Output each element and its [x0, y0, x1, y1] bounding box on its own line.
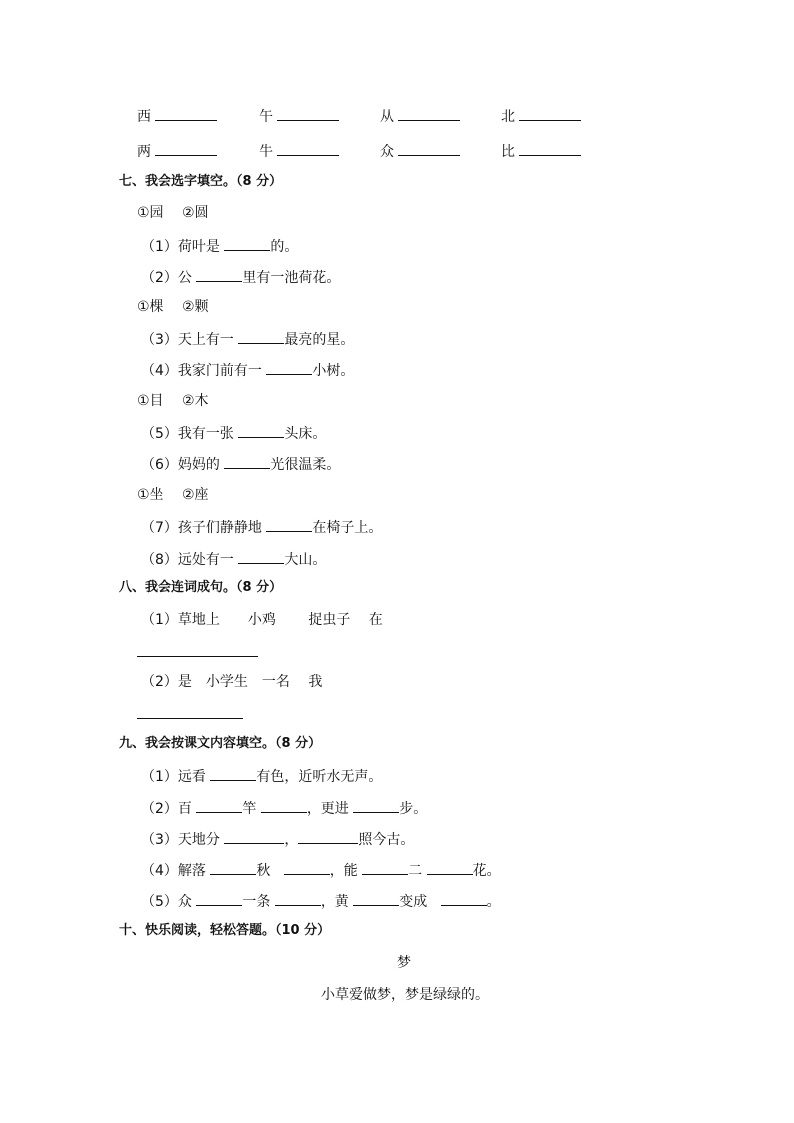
- grid-char: 比: [501, 144, 515, 160]
- grid-char: 西: [137, 109, 151, 125]
- question-item: （2）公 里有一池荷花。: [141, 267, 340, 287]
- answer-blank[interactable]: [277, 141, 339, 156]
- answer-blank[interactable]: [275, 891, 321, 906]
- answer-blank[interactable]: [519, 141, 581, 156]
- answer-line[interactable]: [137, 656, 258, 657]
- question-item: （4）我家门前有一 小树。: [141, 360, 354, 380]
- answer-blank[interactable]: [196, 798, 242, 813]
- answer-blank[interactable]: [210, 860, 256, 875]
- grid-char: 牛: [259, 144, 273, 160]
- question-item: （5）我有一张 头床。: [141, 423, 326, 443]
- answer-blank[interactable]: [238, 423, 284, 438]
- recitation-line: （5）众 一条 ，黄 变成 。: [141, 891, 501, 911]
- answer-line[interactable]: [137, 718, 243, 719]
- grid-char: 两: [137, 144, 151, 160]
- word-list-2: （2）是 小学生 一名 我: [141, 674, 323, 690]
- question-item: （1）荷叶是 的。: [141, 236, 298, 256]
- answer-blank[interactable]: [238, 329, 284, 344]
- grid-cell: [137, 106, 217, 126]
- answer-blank[interactable]: [266, 517, 312, 532]
- answer-blank[interactable]: [238, 549, 284, 564]
- answer-blank[interactable]: [224, 829, 284, 844]
- recitation-line: （4）解落 秋 ，能 二 花。: [141, 860, 501, 880]
- answer-blank[interactable]: [155, 141, 217, 156]
- question-item: （3）天上有一 最亮的星。: [141, 329, 354, 349]
- answer-blank[interactable]: [155, 106, 217, 121]
- answer-blank[interactable]: [224, 236, 270, 251]
- question-item: （7）孩子们静静地 在椅子上。: [141, 517, 382, 537]
- recitation-line: （2）百 竿 ，更进 步。: [141, 798, 427, 818]
- answer-blank[interactable]: [441, 891, 487, 906]
- answer-blank[interactable]: [362, 860, 408, 875]
- answer-blank[interactable]: [210, 766, 256, 781]
- section-8-heading: 八、我会连词成句。（8 分）: [119, 580, 283, 595]
- answer-blank[interactable]: [353, 798, 399, 813]
- grid-cell: [501, 141, 581, 161]
- grid-char: 北: [501, 109, 515, 125]
- grid-cell: [259, 141, 339, 161]
- grid-cell: [501, 106, 581, 126]
- section-10-heading: 十、快乐阅读，轻松答题。（10 分）: [119, 923, 331, 938]
- option-group: ①园 ②圆: [137, 205, 209, 221]
- question-item: （6）妈妈的 光很温柔。: [141, 454, 340, 474]
- answer-blank[interactable]: [353, 891, 399, 906]
- section-7-heading: 七、我会选字填空。（8 分）: [119, 174, 283, 189]
- answer-blank[interactable]: [398, 106, 460, 121]
- answer-blank[interactable]: [519, 106, 581, 121]
- reading-title: 梦: [397, 955, 411, 971]
- answer-blank[interactable]: [284, 860, 330, 875]
- option-group: ①目 ②木: [137, 393, 209, 409]
- word-list-1: （1）草地上 小鸡 捉虫子 在: [141, 612, 383, 628]
- answer-blank[interactable]: [398, 141, 460, 156]
- option-group: ①坐 ②座: [137, 487, 209, 503]
- answer-blank[interactable]: [266, 360, 312, 375]
- grid-char: 从: [380, 109, 394, 125]
- reading-text: 小草爱做梦，梦是绿绿的。: [321, 987, 489, 1003]
- grid-char: 众: [380, 144, 394, 160]
- answer-blank[interactable]: [224, 454, 270, 469]
- section-9-heading: 九、我会按课文内容填空。（8 分）: [119, 736, 322, 751]
- answer-blank[interactable]: [196, 891, 242, 906]
- grid-cell: [380, 141, 460, 161]
- grid-cell: [380, 106, 460, 126]
- answer-blank[interactable]: [261, 798, 307, 813]
- answer-blank[interactable]: [277, 106, 339, 121]
- question-item: （8）远处有一 大山。: [141, 549, 326, 569]
- recitation-line: （3）天地分 ， 照今古。: [141, 829, 414, 849]
- answer-blank[interactable]: [427, 860, 473, 875]
- grid-char: 午: [259, 109, 273, 125]
- grid-cell: [259, 106, 339, 126]
- recitation-line: （1）远看 有色，近听水无声。: [141, 766, 382, 786]
- option-group: ①棵 ②颗: [137, 299, 209, 315]
- answer-blank[interactable]: [298, 829, 358, 844]
- grid-cell: [137, 141, 217, 161]
- answer-blank[interactable]: [196, 267, 242, 282]
